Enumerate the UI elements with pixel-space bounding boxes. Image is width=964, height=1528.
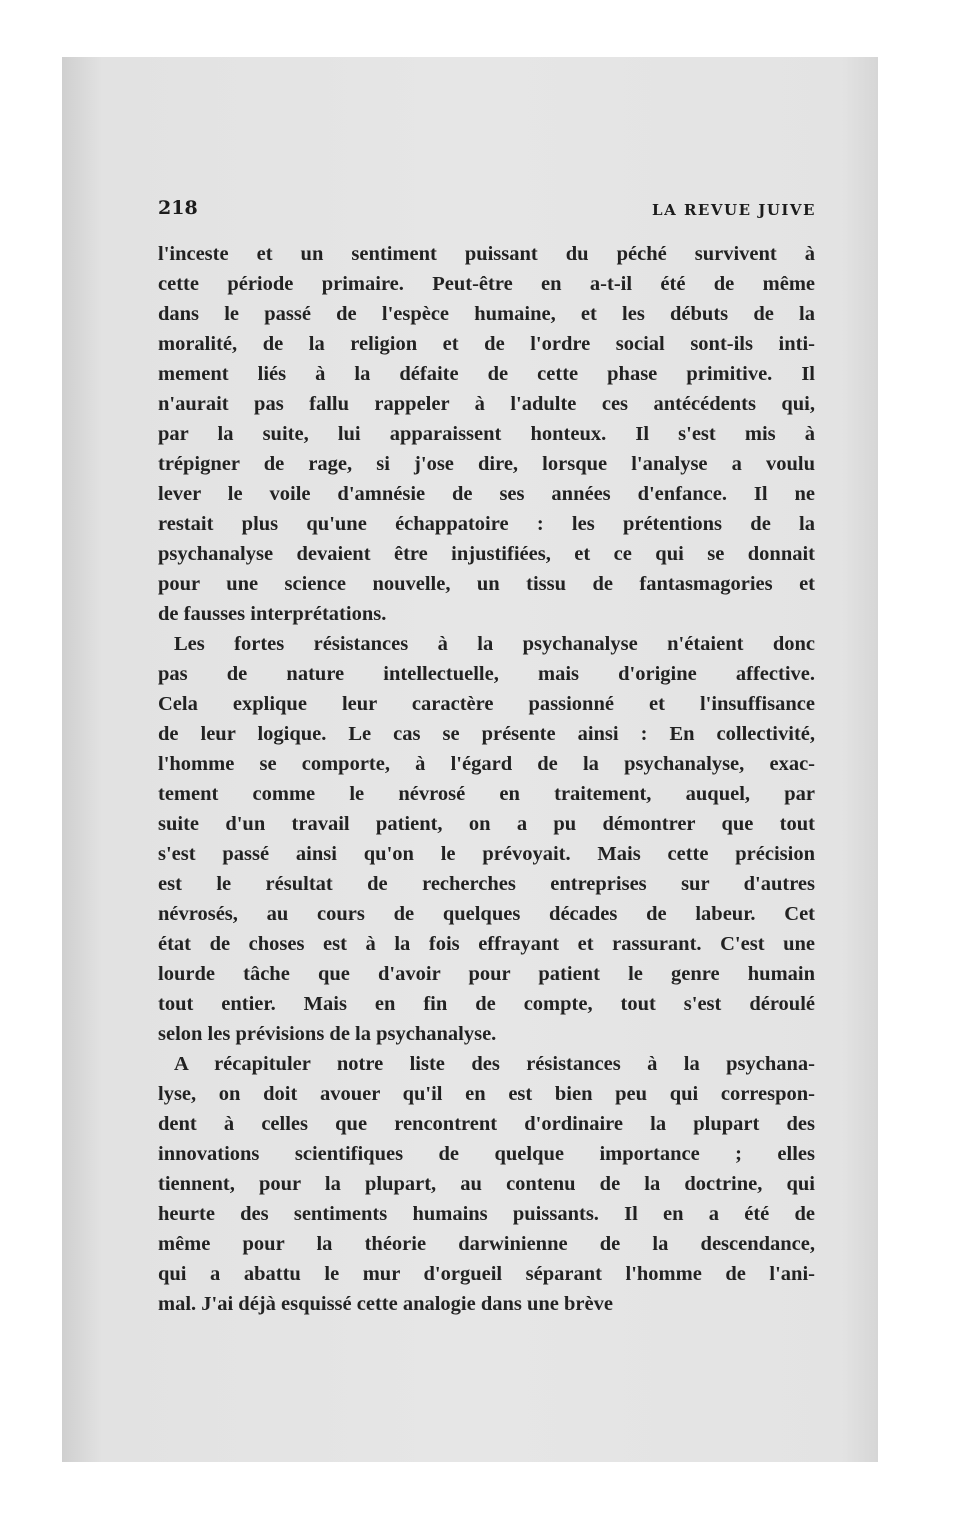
text-line: tement comme le névrosé en traitement, auquel, par xyxy=(158,783,815,805)
text-line: est le résultat de recherches entreprises sur d'autres xyxy=(158,873,815,895)
text-line: s'est passé ainsi qu'on le prévoyait. Mais cette précision xyxy=(158,843,815,865)
text-line: pas de nature intellectuelle, mais d'origine affective. xyxy=(158,663,815,685)
text-line: cette période primaire. Peut-être en a-t-il été de même xyxy=(158,273,815,295)
text-line: par la suite, lui apparaissent honteux. Il s'est mis à xyxy=(158,423,815,445)
text-line: n'aurait pas fallu rappeler à l'adulte ces antécédents qui, xyxy=(158,393,815,415)
text-line: dent à celles que rencontrent d'ordinaire la plupart des xyxy=(158,1113,815,1135)
running-title: LA REVUE JUIVE xyxy=(652,201,816,219)
text-line: suite d'un travail patient, on a pu démontrer que tout xyxy=(158,813,815,835)
text-line: pour une science nouvelle, un tissu de fantasmagories et xyxy=(158,573,815,595)
text-line: lever le voile d'amnésie de ses années d'enfance. Il ne xyxy=(158,483,815,505)
text-line: tout entier. Mais en fin de compte, tout s'est déroulé xyxy=(158,993,815,1015)
text-line: mement liés à la défaite de cette phase primitive. Il xyxy=(158,363,815,385)
text-line: heurte des sentiments humains puissants. Il en a été de xyxy=(158,1203,815,1225)
text-line: mal. J'ai déjà esquissé cette analogie dans une brève xyxy=(158,1293,613,1315)
body-text xyxy=(158,239,815,1319)
text-line: dans le passé de l'espèce humaine, et les débuts de la xyxy=(158,303,815,325)
text-line: qui a abattu le mur d'orgueil séparant l'homme de l'ani- xyxy=(158,1263,815,1285)
text-line: trépigner de rage, si j'ose dire, lorsque l'analyse a voulu xyxy=(158,453,815,475)
text-line: restait plus qu'une échappatoire : les prétentions de la xyxy=(158,513,815,535)
text-line: Les fortes résistances à la psychanalyse n'étaient donc xyxy=(174,633,815,655)
text-line: de leur logique. Le cas se présente ainsi : En collectivité, xyxy=(158,723,815,745)
text-line: lourde tâche que d'avoir pour patient le genre humain xyxy=(158,963,815,985)
text-line: innovations scientifiques de quelque importance ; elles xyxy=(158,1143,815,1165)
text-line: moralité, de la religion et de l'ordre social sont-ils inti- xyxy=(158,333,815,355)
text-line: névrosés, au cours de quelques décades de labeur. Cet xyxy=(158,903,815,925)
text-line: selon les prévisions de la psychanalyse. xyxy=(158,1023,497,1045)
text-line: psychanalyse devaient être injustifiées, et ce qui se donnait xyxy=(158,543,815,565)
text-line: de fausses interprétations. xyxy=(158,603,387,625)
page-header xyxy=(158,197,816,221)
text-line: lyse, on doit avouer qu'il en est bien peu qui correspon- xyxy=(158,1083,815,1105)
text-line: état de choses est à la fois effrayant et rassurant. C'est une xyxy=(158,933,815,955)
scanned-page xyxy=(62,57,878,1462)
text-line: Cela explique leur caractère passionné et l'insuffisance xyxy=(158,693,815,715)
text-line: l'homme se comporte, à l'égard de la psychanalyse, exac- xyxy=(158,753,815,775)
text-line: même pour la théorie darwinienne de la descendance, xyxy=(158,1233,815,1255)
text-line: tiennent, pour la plupart, au contenu de la doctrine, qui xyxy=(158,1173,815,1195)
text-line: l'inceste et un sentiment puissant du péché survivent à xyxy=(158,243,815,265)
text-line: A récapituler notre liste des résistances à la psychana- xyxy=(174,1053,815,1075)
page-number: 218 xyxy=(158,197,198,219)
